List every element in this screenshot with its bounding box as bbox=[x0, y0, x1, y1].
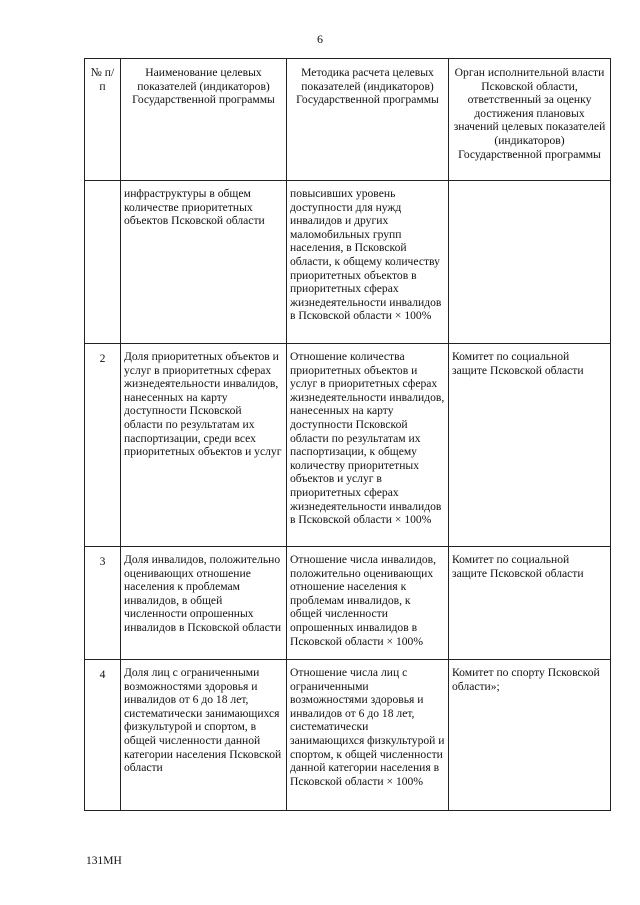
calculation-method: повысивших уровень доступности для нужд инвалидов и других маломобильных групп населения, в Псковской области, к общему количеству приоритетных объектов в приоритетных сферах жизнедеятельности инвалидов в Псковской области × 100% bbox=[287, 181, 449, 344]
table-row bbox=[85, 660, 611, 811]
indicators-table bbox=[84, 58, 611, 811]
indicator-name: Доля лиц с ограниченными возможностями здоровья и инвалидов от 6 до 18 лет, систематически занимающихся физкультурой и спортом, в общей численности данной категории населения Псковской области bbox=[121, 660, 287, 811]
row-number bbox=[85, 181, 121, 344]
indicator-name: Доля инвалидов, положительно оценивающих отношение населения к проблемам инвалидов, в общей численности опрошенных инвалидов в Псковской области bbox=[121, 547, 287, 660]
calculation-method: Отношение количества приоритетных объектов и услуг в приоритетных сферах жизнедеятельности инвалидов, нанесенных на карту доступности Псковской области по результатам их паспортизации, к общему количеству приоритетных объектов и услуг в приоритетных сферах жизнедеятельности инвалидов в Псковской области × 100% bbox=[287, 344, 449, 547]
row-number: 4 bbox=[85, 660, 121, 811]
header-responsible-authority: Орган исполнительной власти Псковской области, ответственный за оценку достижения плановых значений целевых показателей (индикаторов) Государственной программы bbox=[449, 59, 611, 181]
document-code: 131МН bbox=[86, 855, 122, 867]
header-num: № п/п bbox=[85, 59, 121, 181]
page-number: 6 bbox=[317, 32, 323, 46]
indicator-name: инфраструктуры в общем количестве приоритетных объектов Псковской области bbox=[121, 181, 287, 344]
indicator-name: Доля приоритетных объектов и услуг в приоритетных сферах жизнедеятельности инвалидов, нанесенных на карту доступности Псковской области по результатам их паспортизации, среди всех приоритетных объектов и услуг bbox=[121, 344, 287, 547]
row-number: 3 bbox=[85, 547, 121, 660]
header-calculation-method: Методика расчета целевых показателей (индикаторов) Государственной программы bbox=[287, 59, 449, 181]
table-row bbox=[85, 181, 611, 344]
responsible-authority: Комитет по социальной защите Псковской области bbox=[449, 344, 611, 547]
table-row bbox=[85, 344, 611, 547]
table-header-row bbox=[85, 59, 611, 181]
responsible-authority bbox=[449, 181, 611, 344]
responsible-authority: Комитет по социальной защите Псковской области bbox=[449, 547, 611, 660]
calculation-method: Отношение числа лиц с ограниченными возможностями здоровья и инвалидов от 6 до 18 лет, систематически занимающихся физкультурой и спортом, к общей численности данной категории населения в Псковской области × 100% bbox=[287, 660, 449, 811]
responsible-authority: Комитет по спорту Псковской области»; bbox=[449, 660, 611, 811]
header-indicator-name: Наименование целевых показателей (индикаторов) Государственной программы bbox=[121, 59, 287, 181]
row-number: 2 bbox=[85, 344, 121, 547]
table-row bbox=[85, 547, 611, 660]
calculation-method: Отношение числа инвалидов, положительно оценивающих отношение населения к проблемам инвалидов, к общей численности опрошенных инвалидов в Псковской области × 100% bbox=[287, 547, 449, 660]
